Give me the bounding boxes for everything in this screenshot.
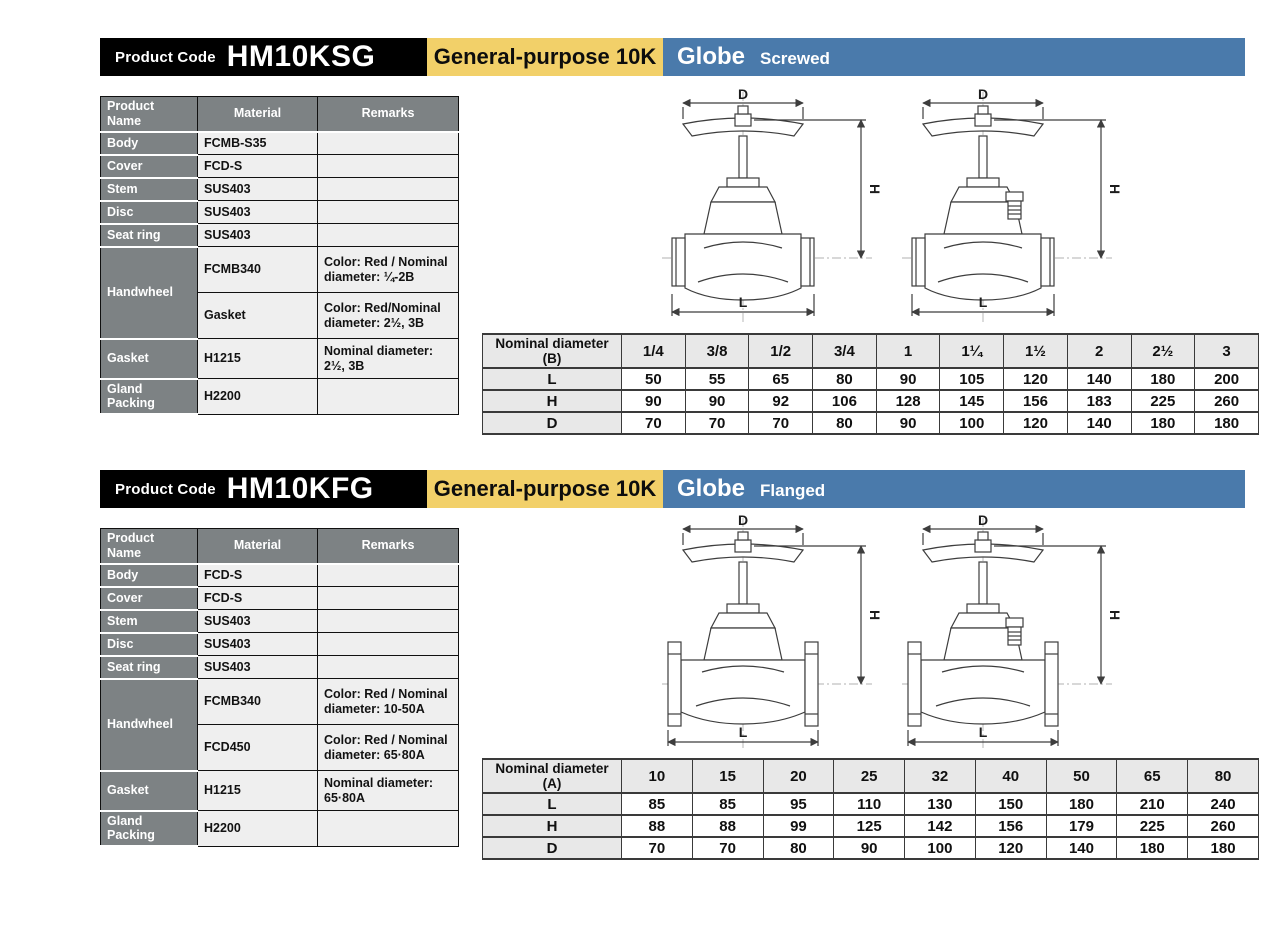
- size-column-header: 1/2: [749, 334, 813, 368]
- stem: [739, 562, 747, 604]
- materials-row: [101, 224, 459, 247]
- materials-row: [101, 811, 459, 847]
- dimension-value-cell: 140: [1067, 412, 1131, 434]
- dimension-value-cell: 180: [1046, 793, 1117, 815]
- dim-label-d: D: [737, 86, 749, 102]
- product-code-label: Product Code: [115, 480, 216, 498]
- product-name-cell: Disc: [101, 633, 198, 656]
- size-column-header: 2½: [1131, 334, 1195, 368]
- dimension-value-cell: 88: [692, 815, 763, 837]
- remarks-cell: [318, 587, 459, 610]
- dimension-label-cell: H: [483, 390, 622, 412]
- valve-drawing-screwed-side: [898, 86, 1128, 328]
- dim-label-d: D: [737, 512, 749, 528]
- materials-row: [101, 679, 459, 725]
- dimension-value-cell: 90: [876, 368, 940, 390]
- valve-body: [681, 660, 805, 724]
- dimension-value-cell: 85: [692, 793, 763, 815]
- remarks-cell: [318, 564, 459, 587]
- product-name-cell: Gland Packing: [101, 379, 198, 415]
- dimension-value-cell: 70: [685, 412, 749, 434]
- remarks-cell: [318, 224, 459, 247]
- valve-type-bar: [663, 470, 1245, 508]
- dimension-value-cell: 50: [622, 368, 686, 390]
- dimension-value-cell: 210: [1117, 793, 1188, 815]
- dimension-value-cell: 88: [622, 815, 693, 837]
- materials-row: [101, 587, 459, 610]
- dimension-label-cell: H: [483, 815, 622, 837]
- size-column-header: 65: [1117, 759, 1188, 793]
- remarks-cell: [318, 178, 459, 201]
- product-name-cell: Stem: [101, 178, 198, 201]
- material-cell: H2200: [198, 379, 318, 415]
- size-column-header: 1¼: [940, 334, 1004, 368]
- connection-type: Screwed: [760, 49, 830, 68]
- dim-label-d: D: [977, 512, 989, 528]
- product-name-cell: Stem: [101, 610, 198, 633]
- dimensions-table-hm10kfg: [482, 758, 1259, 860]
- product-name-cell: Body: [101, 564, 198, 587]
- material-cell: SUS403: [198, 178, 318, 201]
- product-name-cell: Cover: [101, 587, 198, 610]
- size-column-header: 32: [905, 759, 976, 793]
- dimension-value-cell: 150: [975, 793, 1046, 815]
- dimension-value-cell: 100: [905, 837, 976, 859]
- dimension-value-cell: 180: [1188, 837, 1259, 859]
- dimension-value-cell: 200: [1195, 368, 1259, 390]
- dimension-value-cell: 142: [905, 815, 976, 837]
- section-header-hm10ksg: [100, 38, 1245, 76]
- materials-row: [101, 201, 459, 224]
- size-column-header: 3/8: [685, 334, 749, 368]
- dimension-value-cell: 180: [1131, 412, 1195, 434]
- product-name-cell: Gasket: [101, 771, 198, 811]
- dimension-value-cell: 156: [1004, 390, 1068, 412]
- valve-type: Globe: [677, 475, 746, 502]
- remarks-cell: Nominal diameter: 65·80A: [318, 771, 459, 811]
- material-cell: H1215: [198, 339, 318, 379]
- dimension-value-cell: 125: [834, 815, 905, 837]
- stem: [739, 136, 747, 178]
- dim-label-d: D: [977, 86, 989, 102]
- nominal-diameter-label: Nominal diameter (B): [483, 334, 622, 368]
- remarks-cell: [318, 201, 459, 224]
- product-code-bar: [100, 38, 427, 76]
- dim-label-h: H: [867, 609, 883, 621]
- materials-row: [101, 379, 459, 415]
- product-code-value: HM10KFG: [226, 472, 374, 505]
- dimension-value-cell: 90: [622, 390, 686, 412]
- dimension-value-cell: 240: [1188, 793, 1259, 815]
- materials-row: [101, 610, 459, 633]
- col-header-remarks: Remarks: [318, 97, 459, 132]
- valve-type: Globe: [677, 43, 746, 70]
- dimension-label-cell: L: [483, 368, 622, 390]
- dimension-value-cell: 55: [685, 368, 749, 390]
- dimension-value-cell: 90: [685, 390, 749, 412]
- col-header-product-name: Product Name: [101, 529, 198, 564]
- dimension-value-cell: 260: [1188, 815, 1259, 837]
- size-column-header: 10: [622, 759, 693, 793]
- materials-row: [101, 339, 459, 379]
- section-header-hm10kfg: [100, 470, 1245, 508]
- remarks-cell: [318, 155, 459, 178]
- size-column-header: 1½: [1004, 334, 1068, 368]
- dim-label-l: L: [738, 724, 748, 740]
- dim-label-l: L: [978, 724, 988, 740]
- material-cell: SUS403: [198, 610, 318, 633]
- dimension-value-cell: 65: [749, 368, 813, 390]
- material-cell: FCMB340: [198, 679, 318, 725]
- dimension-row: [483, 412, 1259, 434]
- materials-header-row: [101, 97, 459, 132]
- materials-row: [101, 155, 459, 178]
- material-cell: SUS403: [198, 633, 318, 656]
- size-column-header: 50: [1046, 759, 1117, 793]
- dimension-value-cell: 145: [940, 390, 1004, 412]
- material-cell: FCMB340: [198, 247, 318, 293]
- dimension-value-cell: 80: [813, 412, 877, 434]
- dimensions-header-row: [483, 334, 1259, 368]
- valve-drawing-flanged-front: [658, 512, 888, 754]
- dimension-value-cell: 179: [1046, 815, 1117, 837]
- dimension-row: [483, 837, 1259, 859]
- material-cell: SUS403: [198, 224, 318, 247]
- dimension-value-cell: 105: [940, 368, 1004, 390]
- dimension-value-cell: 70: [622, 837, 693, 859]
- size-column-header: 15: [692, 759, 763, 793]
- material-cell: FCD450: [198, 725, 318, 771]
- dim-label-h: H: [1107, 609, 1123, 621]
- dimension-value-cell: 95: [763, 793, 834, 815]
- dimension-value-cell: 180: [1117, 837, 1188, 859]
- materials-header-row: [101, 529, 459, 564]
- dimension-value-cell: 70: [622, 412, 686, 434]
- materials-row: [101, 178, 459, 201]
- product-name-cell: Handwheel: [101, 679, 198, 771]
- dimension-label-cell: D: [483, 837, 622, 859]
- stem: [979, 136, 987, 178]
- size-column-header: 1/4: [622, 334, 686, 368]
- materials-table-hm10kfg: [100, 528, 459, 847]
- connection-type: Flanged: [760, 481, 826, 500]
- dimension-value-cell: 85: [622, 793, 693, 815]
- gland-nut: [1006, 192, 1023, 219]
- materials-table-hm10ksg: [100, 96, 459, 415]
- size-column-header: 1: [876, 334, 940, 368]
- material-cell: FCD-S: [198, 155, 318, 178]
- dimension-value-cell: 130: [905, 793, 976, 815]
- dimension-value-cell: 128: [876, 390, 940, 412]
- remarks-cell: [318, 610, 459, 633]
- dimension-value-cell: 120: [1004, 412, 1068, 434]
- valve-body: [925, 234, 1041, 300]
- product-name-cell: Gasket: [101, 339, 198, 379]
- dimension-value-cell: 99: [763, 815, 834, 837]
- dimension-row: [483, 793, 1259, 815]
- dimension-row: [483, 368, 1259, 390]
- materials-row: [101, 656, 459, 679]
- col-header-product-name: Product Name: [101, 97, 198, 132]
- col-header-remarks: Remarks: [318, 529, 459, 564]
- remarks-cell: [318, 132, 459, 155]
- valve-drawing-flanged-side: [898, 512, 1128, 754]
- dimension-value-cell: 120: [975, 837, 1046, 859]
- remarks-cell: Color: Red/Nominal diameter: 2½, 3B: [318, 293, 459, 339]
- dimension-value-cell: 90: [876, 412, 940, 434]
- product-name-cell: Seat ring: [101, 656, 198, 679]
- size-column-header: 40: [975, 759, 1046, 793]
- materials-row: [101, 247, 459, 293]
- stem: [979, 562, 987, 604]
- remarks-cell: [318, 656, 459, 679]
- category-badge: General-purpose 10K: [427, 470, 663, 508]
- material-cell: SUS403: [198, 656, 318, 679]
- dimension-value-cell: 110: [834, 793, 905, 815]
- material-cell: Gasket: [198, 293, 318, 339]
- dimension-value-cell: 70: [692, 837, 763, 859]
- dimension-value-cell: 180: [1195, 412, 1259, 434]
- material-cell: FCD-S: [198, 564, 318, 587]
- stem-nut: [738, 106, 748, 114]
- dimension-value-cell: 100: [940, 412, 1004, 434]
- material-cell: FCMB-S35: [198, 132, 318, 155]
- dimension-value-cell: 140: [1067, 368, 1131, 390]
- nominal-diameter-label: Nominal diameter (A): [483, 759, 622, 793]
- gland: [727, 178, 759, 187]
- product-name-cell: Seat ring: [101, 224, 198, 247]
- dim-label-h: H: [867, 183, 883, 195]
- product-code-bar: [100, 470, 427, 508]
- screwed-end-left: [672, 238, 685, 286]
- dimension-value-cell: 260: [1195, 390, 1259, 412]
- product-code-label: Product Code: [115, 48, 216, 66]
- valve-drawing-screwed-front: [658, 86, 888, 328]
- col-header-material: Material: [198, 529, 318, 564]
- size-column-header: 2: [1067, 334, 1131, 368]
- product-code-value: HM10KSG: [226, 40, 376, 73]
- col-header-material: Material: [198, 97, 318, 132]
- product-name-cell: Cover: [101, 155, 198, 178]
- dimension-value-cell: 90: [834, 837, 905, 859]
- size-column-header: 25: [834, 759, 905, 793]
- dim-label-h: H: [1107, 183, 1123, 195]
- dimension-value-cell: 120: [1004, 368, 1068, 390]
- dimensions-table-hm10ksg: [482, 333, 1259, 435]
- dimension-value-cell: 106: [813, 390, 877, 412]
- product-name-cell: Gland Packing: [101, 811, 198, 847]
- remarks-cell: Color: Red / Nominal diameter: 65·80A: [318, 725, 459, 771]
- materials-row: [101, 132, 459, 155]
- dimension-label-cell: D: [483, 412, 622, 434]
- dimension-label-cell: L: [483, 793, 622, 815]
- dimension-value-cell: 80: [813, 368, 877, 390]
- remarks-cell: Color: Red / Nominal diameter: ¼-2B: [318, 247, 459, 293]
- material-cell: FCD-S: [198, 587, 318, 610]
- size-column-header: 3/4: [813, 334, 877, 368]
- dimension-value-cell: 70: [749, 412, 813, 434]
- remarks-cell: [318, 379, 459, 415]
- materials-row: [101, 771, 459, 811]
- remarks-cell: [318, 811, 459, 847]
- size-column-header: 80: [1188, 759, 1259, 793]
- gland-nut: [1006, 618, 1023, 645]
- screwed-end-right: [801, 238, 814, 286]
- valve-type-bar: [663, 38, 1245, 76]
- product-name-cell: Handwheel: [101, 247, 198, 339]
- dim-label-l: L: [978, 294, 988, 310]
- dimension-row: [483, 815, 1259, 837]
- remarks-cell: Nominal diameter: 2½, 3B: [318, 339, 459, 379]
- dimension-value-cell: 92: [749, 390, 813, 412]
- size-column-header: 3: [1195, 334, 1259, 368]
- material-cell: SUS403: [198, 201, 318, 224]
- valve-body: [921, 660, 1045, 724]
- product-name-cell: Body: [101, 132, 198, 155]
- product-name-cell: Disc: [101, 201, 198, 224]
- bonnet: [704, 628, 782, 660]
- dimension-value-cell: 183: [1067, 390, 1131, 412]
- materials-row: [101, 564, 459, 587]
- dimension-value-cell: 80: [763, 837, 834, 859]
- dimension-value-cell: 156: [975, 815, 1046, 837]
- category-badge: General-purpose 10K: [427, 38, 663, 76]
- dim-label-l: L: [738, 294, 748, 310]
- dimension-row: [483, 390, 1259, 412]
- dimension-value-cell: 225: [1131, 390, 1195, 412]
- valve-body: [685, 234, 801, 300]
- materials-row: [101, 633, 459, 656]
- bonnet: [704, 202, 782, 234]
- material-cell: H1215: [198, 771, 318, 811]
- size-column-header: 20: [763, 759, 834, 793]
- remarks-cell: Color: Red / Nominal diameter: 10-50A: [318, 679, 459, 725]
- material-cell: H2200: [198, 811, 318, 847]
- dimension-value-cell: 225: [1117, 815, 1188, 837]
- dimension-value-cell: 140: [1046, 837, 1117, 859]
- dimensions-header-row: [483, 759, 1259, 793]
- remarks-cell: [318, 633, 459, 656]
- dimension-value-cell: 180: [1131, 368, 1195, 390]
